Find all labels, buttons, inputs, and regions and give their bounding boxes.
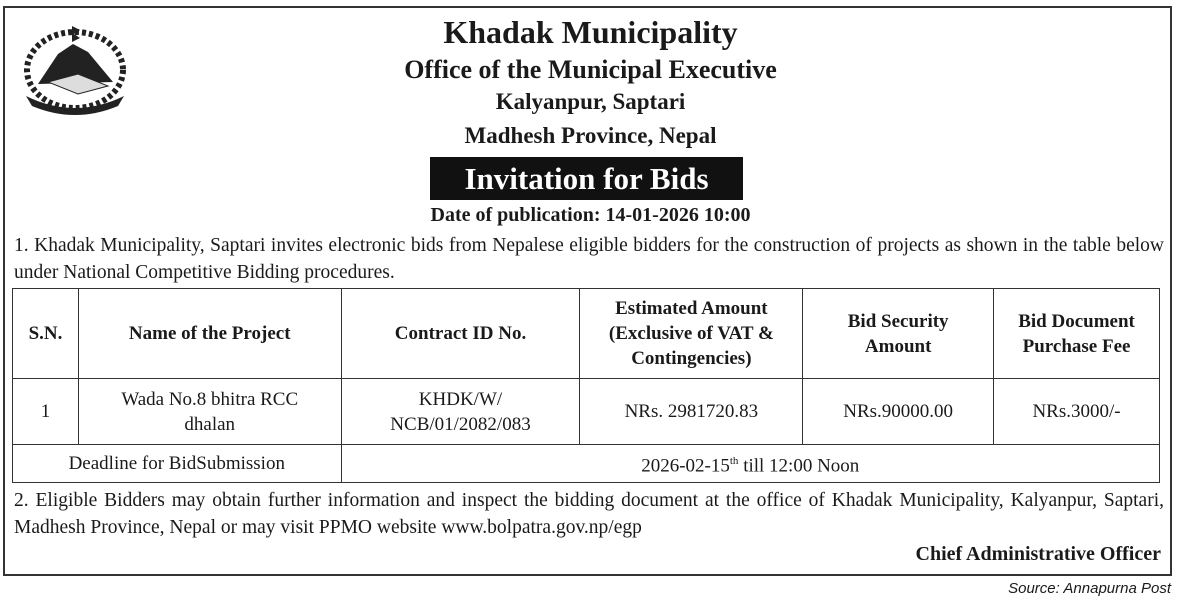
paragraph-1: 1. Khadak Municipality, Saptari invites electronic bids from Nepalese eligible bidders for the construction of projects as shown in the table below under National Competitive Bidding procedures. — [14, 235, 1164, 283]
deadline-label: Deadline for BidSubmission — [13, 445, 342, 483]
bid-table — [12, 288, 1160, 483]
header-contract-id: Contract ID No. — [341, 289, 580, 379]
org-name: Khadak Municipality — [443, 14, 738, 50]
table-header-row — [13, 289, 1160, 379]
deadline-time: till 12:00 Noon — [738, 455, 860, 477]
address: Kalyanpur, Saptari — [495, 89, 686, 114]
cell-project-name: Wada No.8 bhitra RCC dhalan — [78, 379, 341, 445]
source-credit: Source: Annapurna Post — [1008, 580, 1171, 597]
notice-title-banner: Invitation for Bids — [430, 157, 743, 200]
table-row — [13, 379, 1160, 445]
cell-fee: NRs.3000/- — [994, 379, 1160, 445]
deadline-date: 2026-02-15 — [641, 455, 730, 477]
deadline-row — [13, 445, 1160, 483]
header-estimated-amount: Estimated Amount (Exclusive of VAT & Contingencies) — [580, 289, 803, 379]
paragraph-2: 2. Eligible Bidders may obtain further information and inspect the bidding document at the office of Khadak Municipality, Kalyanpur, Saptari, Madhesh Province, Nepal or may visit PPMO website www.bolpatra.gov.np/egp — [14, 490, 1164, 538]
signature: Chief Administrative Officer — [915, 543, 1161, 565]
deadline-value — [341, 445, 1159, 483]
cell-sn: 1 — [13, 379, 79, 445]
cell-security: NRs.90000.00 — [803, 379, 994, 445]
header-project-name: Name of the Project — [78, 289, 341, 379]
cell-contract-id: KHDK/W/ NCB/01/2082/083 — [341, 379, 580, 445]
office-name: Office of the Municipal Executive — [404, 55, 777, 84]
deadline-suffix: th — [729, 454, 739, 467]
header-document-fee: Bid Document Purchase Fee — [994, 289, 1160, 379]
publication-date: Date of publication: 14-01-2026 10:00 — [430, 204, 751, 226]
cell-amount: NRs. 2981720.83 — [580, 379, 803, 445]
header-sn: S.N. — [13, 289, 79, 379]
province: Madhesh Province, Nepal — [464, 123, 717, 148]
header-bid-security: Bid Security Amount — [803, 289, 994, 379]
